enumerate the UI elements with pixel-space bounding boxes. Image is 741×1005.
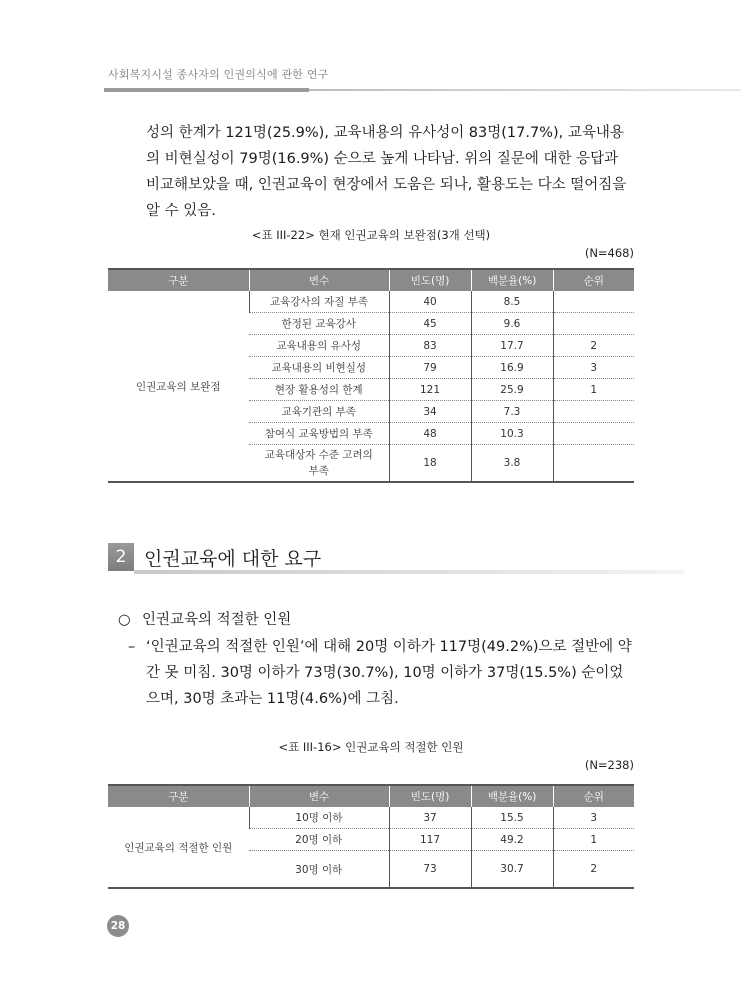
table-cell-percent: 10.3 [471,423,553,445]
table-cell-frequency: 34 [389,401,471,423]
intro-paragraph: 성의 한계가 121명(25.9%), 교육내용의 유사성이 83명(17.7%), 교육내용의 비현실성이 79명(16.9%) 순으로 높게 나타남. 위의 질문에 대한 응답과 비교해보았을 때, 인권교육이 현장에서 도움은 되나, 활용도는 다소 떨어짐을 알 수 있음. [146,125,627,219]
table-cell-variable: 10명 이하 [249,807,389,829]
table-cell-percent: 8.5 [471,291,553,313]
section-number: 2 [108,543,134,571]
table-cell-percent: 7.3 [471,401,553,423]
table-cell-frequency: 48 [389,423,471,445]
table-cell-percent: 49.2 [471,829,553,851]
table-cell-variable: 30명 이하 [249,851,389,889]
table-cell-rank [553,313,634,335]
table-cell-frequency: 121 [389,379,471,401]
table2-header-category: 구분 [108,785,249,807]
bullet-item [118,608,291,629]
table2-header-frequency: 빈도(명) [389,785,471,807]
table-cell-rank: 1 [553,379,634,401]
table-row [108,291,634,313]
table-cell-frequency: 18 [389,445,471,483]
table-cell-percent: 9.6 [471,313,553,335]
table-cell-percent: 25.9 [471,379,553,401]
table-cell-variable-line1: 교육대상자 수준 고려의 [264,449,373,461]
table1-header-category: 구분 [108,269,249,291]
table1-caption: <표 III-22> 현재 인권교육의 보완점(3개 선택) [251,228,491,242]
table2-header-percent: 백분율(%) [471,785,553,807]
table2-n-label: (N=238) [584,758,634,772]
dash-paragraph-text: ‘인권교육의 적절한 인원’에 대해 20명 이하가 117명(49.2%)으로 절반에 약간 못 미침. 30명 이하가 73명(30.7%), 10명 이하가 37명(15.5%) 순이었으며, 30명 초과는 11명(4.6%)에 그침. [146,639,632,707]
table-cell-variable: 20명 이하 [249,829,389,851]
table-cell-rank: 3 [553,807,634,829]
table1-header-row [108,269,634,291]
table-row [108,807,634,829]
table-cell-frequency: 73 [389,851,471,889]
circle-bullet-icon: ○ [118,612,131,628]
table-cell-frequency: 117 [389,829,471,851]
table-cell-rank: 1 [553,829,634,851]
table1-header-variable: 변수 [249,269,389,291]
table-cell-rank [553,291,634,313]
page-number: 28 [107,915,129,937]
table1-n-label: (N=468) [584,246,634,260]
table-cell-variable-line2: 부족 [308,465,329,477]
table-cell-variable: 현장 활용성의 한계 [249,379,389,401]
table2 [108,784,634,889]
table-cell-frequency: 37 [389,807,471,829]
table-cell-percent: 3.8 [471,445,553,483]
table-cell-variable: 교육기관의 부족 [249,401,389,423]
table-cell-rank [553,445,634,483]
section-rule [134,570,684,574]
table-cell-variable: 교육내용의 유사성 [249,335,389,357]
header-rule [104,88,741,93]
table1-header-frequency: 빈도(명) [389,269,471,291]
table1-header-percent: 백분율(%) [471,269,553,291]
table-cell-percent: 15.5 [471,807,553,829]
table2-group-label: 인권교육의 적절한 인원 [108,807,249,888]
table2-header-variable: 변수 [249,785,389,807]
running-head: 사회복지시설 종사자의 인권의식에 관한 연구 [108,68,329,81]
table-cell-rank [553,423,634,445]
table-cell-rank [553,401,634,423]
table-cell-rank: 2 [553,335,634,357]
table-cell-frequency: 79 [389,357,471,379]
table-cell-percent: 17.7 [471,335,553,357]
table1-header-rank: 순위 [553,269,634,291]
table1-group-label: 인권교육의 보완점 [108,291,249,482]
table-cell-variable: 교육강사의 자질 부족 [249,291,389,313]
table2-header-row [108,785,634,807]
table-cell-variable: 교육내용의 비현실성 [249,357,389,379]
table-cell-percent: 16.9 [471,357,553,379]
table2-caption: <표 III-16> 인권교육의 적절한 인원 [278,740,464,754]
table-cell-frequency: 83 [389,335,471,357]
section-heading [108,543,708,573]
dash-paragraph [128,634,636,712]
table1 [108,268,634,483]
table-cell-variable: 참여식 교육방법의 부족 [249,423,389,445]
table2-header-rank: 순위 [553,785,634,807]
section-title: 인권교육에 대한 요구 [144,548,322,570]
table-cell-variable [249,445,389,483]
table-cell-variable: 한정된 교육강사 [249,313,389,335]
table-cell-frequency: 40 [389,291,471,313]
table-cell-frequency: 45 [389,313,471,335]
table-cell-percent: 30.7 [471,851,553,889]
bullet-text: 인권교육의 적절한 인원 [142,612,292,628]
table-cell-rank: 2 [553,851,634,889]
dash-bullet-icon: – [128,639,136,655]
table-cell-rank: 3 [553,357,634,379]
